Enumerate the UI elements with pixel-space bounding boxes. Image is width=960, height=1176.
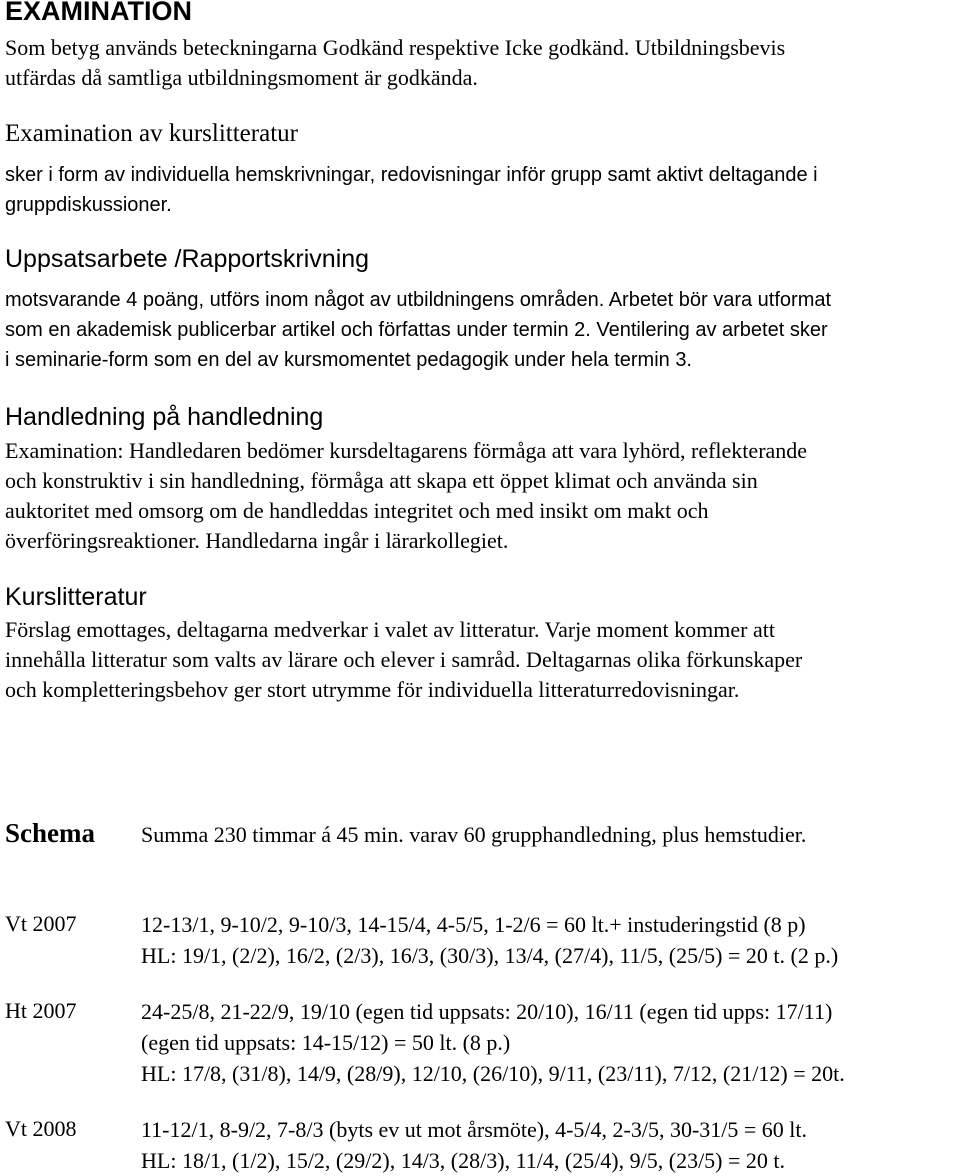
text-line: som en akademisk publicerbar artikel och författas under termin 2. Ventilering av arbetet sker	[5, 319, 828, 341]
text-line: och konstruktiv i sin handledning, förmåga att skapa ett öppet klimat och använda sin	[5, 468, 758, 493]
section-heading-kurslitteratur: Kurslitteratur	[5, 583, 147, 611]
text-line: auktoritet med omsorg om de handleddas integritet och med insikt om makt och	[5, 498, 709, 523]
text-line: motsvarande 4 poäng, utförs inom något av utbildningens områden. Arbetet bör vara utformat	[5, 289, 832, 311]
text-line: gruppdiskussioner.	[5, 194, 172, 216]
schedule-line: HL: 19/1, (2/2), 16/2, (2/3), 16/3, (30/3), 13/4, (27/4), 11/5, (25/5) = 20 t. (2 p.)	[141, 943, 839, 968]
text-line: utfärdas då samtliga utbildningsmoment är godkända.	[5, 65, 478, 90]
examination-paragraph	[5, 33, 785, 93]
text-line: Förslag emottages, deltagarna medverkar i valet av litteratur. Varje moment kommer att	[5, 617, 775, 642]
schedule-line: 24-25/8, 21-22/9, 19/10 (egen tid uppsats: 20/10), 16/11 (egen tid upps: 17/11)	[141, 999, 833, 1024]
schedule-line: (egen tid uppsats: 14-15/12) = 50 lt. (8 p.)	[141, 1030, 511, 1055]
schedule-line: HL: 17/8, (31/8), 14/9, (28/9), 12/10, (26/10), 9/11, (23/11), 7/12, (21/12) = 20t.	[141, 1061, 845, 1086]
section-heading-handledning: Handledning på handledning	[5, 403, 324, 431]
examination-kurslitteratur-paragraph	[5, 160, 818, 220]
text-line: överföringsreaktioner. Handledarna ingår i lärarkollegiet.	[5, 528, 509, 553]
schedule-line: 12-13/1, 9-10/2, 9-10/3, 14-15/4, 4-5/5, 1-2/6 = 60 lt.+ instuderingstid (8 p)	[141, 912, 806, 937]
term-label-ht-2007: Ht 2007	[5, 998, 77, 1023]
term-schedule-vt-2007	[141, 909, 838, 971]
page-title: EXAMINATION	[5, 0, 192, 26]
schema-label: Schema	[5, 818, 95, 848]
schema-summary: Summa 230 timmar á 45 min. varav 60 grupphandledning, plus hemstudier.	[141, 822, 807, 847]
section-heading-examination-kurslitteratur: Examination av kurslitteratur	[5, 120, 298, 147]
text-line: och kompletteringsbehov ger stort utrymme för individuella litteraturredovisningar.	[5, 677, 740, 702]
schedule-line: 11-12/1, 8-9/2, 7-8/3 (byts ev ut mot årsmöte), 4-5/4, 2-3/5, 30-31/5 = 60 lt.	[141, 1117, 808, 1142]
section-heading-uppsatsarbete: Uppsatsarbete /Rapportskrivning	[5, 245, 370, 273]
kurslitteratur-paragraph	[5, 615, 802, 705]
term-label-vt-2007: Vt 2007	[5, 911, 77, 936]
term-schedule-vt-2008	[141, 1114, 807, 1176]
text-line: i seminarie-form som en del av kursmomentet pedagogik under hela termin 3.	[5, 349, 692, 371]
text-line: Examination: Handledaren bedömer kursdeltagarens förmåga att vara lyhörd, reflekterande	[5, 438, 808, 463]
uppsatsarbete-paragraph	[5, 285, 831, 375]
text-line: Som betyg används beteckningarna Godkänd respektive Icke godkänd. Utbildningsbevis	[5, 35, 786, 60]
schedule-line: HL: 18/1, (1/2), 15/2, (29/2), 14/3, (28/3), 11/4, (25/4), 9/5, (23/5) = 20 t.	[141, 1148, 786, 1173]
handledning-paragraph	[5, 436, 807, 556]
text-line: innehålla litteratur som valts av lärare och elever i samråd. Deltagarnas olika förkunskaper	[5, 647, 803, 672]
term-label-vt-2008: Vt 2008	[5, 1116, 77, 1141]
term-schedule-ht-2007	[141, 996, 845, 1089]
text-line: sker i form av individuella hemskrivningar, redovisningar inför grupp samt aktivt deltagande i	[5, 164, 818, 186]
